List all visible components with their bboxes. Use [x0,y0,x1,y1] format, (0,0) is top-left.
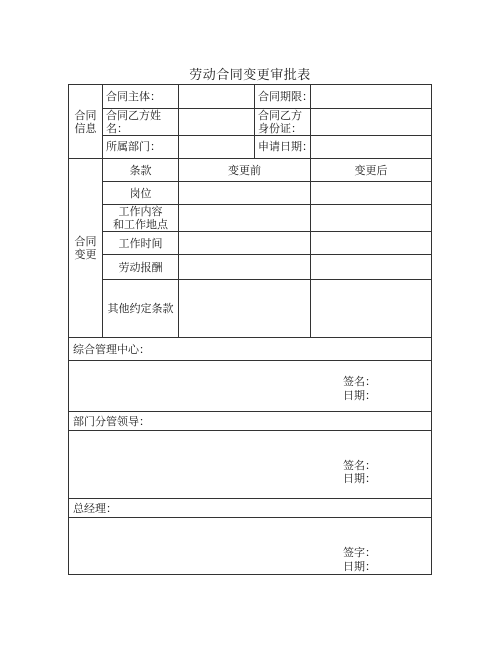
section-label-contract-info: 合同 信息 [74,108,97,135]
after-position-field[interactable] [311,182,431,204]
apply-date-field[interactable] [311,136,431,158]
column-header-clause: 条款 [129,163,152,177]
clause-position: 岗位 [129,186,152,200]
column-header-after: 变更后 [354,163,388,177]
party-b-name-field[interactable] [179,109,254,135]
section-label-contract-change: 合同 变更 [74,235,97,261]
approval-sign-label-admin-center: 签名： [343,375,376,388]
approval-heading-gm: 总经理： [73,502,117,515]
party-b-id-label: 合同乙方 身份证： [258,109,302,135]
party-b-id-field[interactable] [311,109,431,135]
contract-subject-field[interactable] [179,85,254,108]
after-work-hours-field[interactable] [311,232,431,254]
department-label: 所属部门： [106,140,161,153]
approval-heading-admin-center: 综合管理中心： [73,343,150,356]
clause-work-hours: 工作时间 [118,236,163,250]
clause-work-content: 工作内容 和工作地点 [113,205,168,231]
party-b-name-label: 合同乙方姓 名： [106,109,161,135]
contract-term-label: 合同期限： [258,90,313,103]
approval-sign-label-dept-lead: 签名： [343,459,376,472]
before-other-terms-field[interactable] [179,280,310,337]
approval-heading-dept-lead: 部门分管领导： [73,415,150,428]
after-other-terms-field[interactable] [311,280,431,337]
contract-term-field[interactable] [311,85,431,108]
clause-compensation: 劳动报酬 [118,260,163,274]
approval-box-dept-lead[interactable] [69,431,431,498]
before-work-hours-field[interactable] [179,232,310,254]
before-compensation-field[interactable] [179,255,310,279]
before-work-content-field[interactable] [179,205,310,231]
apply-date-label: 申请日期： [258,140,313,153]
approval-sign-label-gm: 签字： [343,546,376,559]
approval-date-label-dept-lead: 日期： [343,472,376,485]
column-header-before: 变更前 [228,163,261,177]
approval-date-label-gm: 日期： [343,560,376,573]
clause-other-terms: 其他约定条款 [107,302,174,315]
before-position-field[interactable] [179,182,310,204]
form-title: 劳动合同变更审批表 [189,68,311,83]
approval-date-label-admin-center: 日期： [343,389,376,402]
after-work-content-field[interactable] [311,205,431,231]
department-field[interactable] [179,136,254,158]
contract-subject-label: 合同主体： [106,90,161,103]
after-compensation-field[interactable] [311,255,431,279]
approval-box-admin-center[interactable] [69,361,431,411]
approval-box-gm[interactable] [69,518,431,574]
